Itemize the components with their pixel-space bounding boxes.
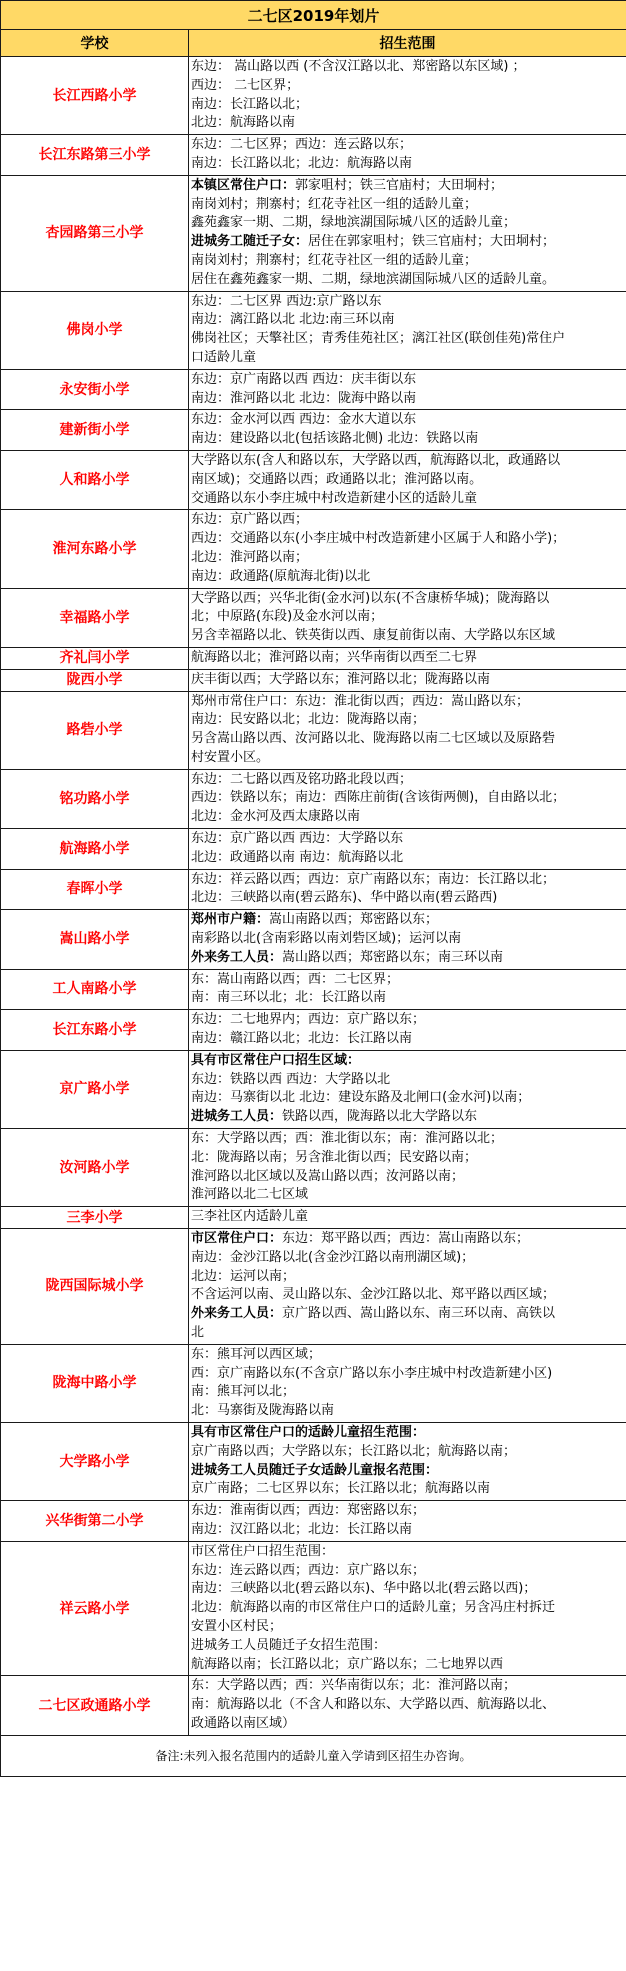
range-line-text: 大学路以西；兴华北街(金水河)以东(不含康桥华城)；陇海路以 <box>191 590 550 606</box>
range-line-text: 北边：航海路以南的市区常住户口的适龄儿童；另含冯庄村拆迁 <box>191 1600 556 1616</box>
range-line <box>191 1677 624 1696</box>
table-title: 二七区2019年划片 <box>1 1 626 30</box>
range-line-text: 佛岗社区；天擎社区；青秀佳苑社区；漓江社区(联创佳苑)常住户 <box>191 331 566 347</box>
range-line-text: 三李社区内适龄儿童 <box>191 1209 309 1225</box>
range-line-text: 东边：淮南街以西；西边：郑密路以东； <box>191 1503 426 1519</box>
table-row <box>1 647 626 669</box>
enrollment-range <box>189 647 626 669</box>
range-line-text: 北：陇海路以南；另含淮北街以西；民安路以南； <box>191 1149 478 1165</box>
school-name: 嵩山路小学 <box>1 910 189 969</box>
range-line <box>191 871 624 890</box>
range-line-text: 不含运河以南、灵山路以东、金沙江路以北、郑平路以西区域； <box>191 1287 556 1303</box>
range-line <box>191 1502 624 1521</box>
range-line <box>191 1030 624 1049</box>
range-line-text: 南岗刘村；荆寨村；红花寺社区一组的适龄儿童； <box>191 252 478 268</box>
range-line-text: 铁路以西，陇海路以北大学路以东 <box>282 1109 478 1125</box>
range-line <box>191 671 624 690</box>
range-line-text: 南岗刘村；荆寨村；红花寺社区一组的适龄儿童； <box>191 196 478 212</box>
range-line-text: 南边：马寨街以北 北边：建设东路及北闸口(金水河)以南； <box>191 1090 531 1106</box>
table-row <box>1 1501 626 1542</box>
range-line <box>191 196 624 215</box>
range-line <box>191 1011 624 1030</box>
range-line-text: 庆丰街以西；大学路以东；淮河路以北；陇海路以南 <box>191 671 491 687</box>
range-line <box>191 96 624 115</box>
table-row <box>1 910 626 969</box>
header-range: 招生范围 <box>189 30 626 57</box>
enrollment-range <box>189 410 626 451</box>
range-line <box>191 693 624 712</box>
enrollment-range <box>189 450 626 509</box>
table-row <box>1 869 626 910</box>
range-line-text: 北边：淮河路以南； <box>191 549 309 565</box>
range-line <box>191 471 624 490</box>
school-name: 二七区政通路小学 <box>1 1676 189 1735</box>
range-line <box>191 730 624 749</box>
range-line-text: 北边：航海路以南 <box>191 115 296 131</box>
table-row <box>1 669 626 691</box>
enrollment-range <box>189 829 626 870</box>
table-row <box>1 1229 626 1345</box>
range-line <box>191 233 624 252</box>
school-name: 幸福路小学 <box>1 588 189 647</box>
range-line <box>191 1402 624 1421</box>
school-name: 京广路小学 <box>1 1050 189 1128</box>
range-line <box>191 490 624 509</box>
range-line-bold-label: 外来务工人员： <box>191 949 283 965</box>
table-row <box>1 450 626 509</box>
enrollment-range <box>189 969 626 1010</box>
range-line <box>191 293 624 312</box>
school-name: 汝河路小学 <box>1 1129 189 1207</box>
range-line-text: 西：京广南路以东(不含京广路以东小李庄城中村改造新建小区) <box>191 1365 553 1381</box>
enrollment-range <box>189 910 626 969</box>
range-line <box>191 971 624 990</box>
range-line-text: 淮河路以北区域以及嵩山路以西；汝河路以南； <box>191 1168 465 1184</box>
range-line-text: 北边：三峡路以南(碧云路东)、华中路以南(碧云路西) <box>191 890 498 906</box>
range-line-text: 南边：汉江路以北；北边：长江路以南 <box>191 1521 413 1537</box>
range-line-text: 北边：运河以南； <box>191 1268 296 1284</box>
range-line <box>191 271 624 290</box>
range-line <box>191 627 624 646</box>
range-line-text: 航海路以南；长江路以北；京广路以东；二七地界以西 <box>191 1656 504 1672</box>
enrollment-range <box>189 1541 626 1676</box>
range-line-text: 东边： 嵩山路以西 (不含汉江路以北、郑密路以东区域) ； <box>191 59 526 74</box>
range-line-text: 居住在郭家咀村；铁三官庙村；大田垌村； <box>308 234 556 250</box>
range-line <box>191 590 624 609</box>
range-line-text: 淮河路以北二七区域 <box>191 1187 309 1203</box>
table-row <box>1 510 626 588</box>
range-line-text: 南边：长江路以北； <box>191 96 309 112</box>
range-line-text: 东边：二七区界 西边:京广路以东 <box>191 293 382 309</box>
range-line-bold-label: 市区常住户口： <box>191 1231 283 1247</box>
range-line <box>191 1543 624 1562</box>
enrollment-range <box>189 669 626 691</box>
school-name: 长江东路小学 <box>1 1010 189 1051</box>
range-line <box>191 1346 624 1365</box>
range-line <box>191 330 624 349</box>
table-row <box>1 1010 626 1051</box>
range-line <box>191 1305 624 1324</box>
range-line <box>191 77 624 96</box>
range-line <box>191 1324 624 1343</box>
range-line <box>191 114 624 133</box>
range-line-text: 嵩山路以西；郑密路以东；南三环以南 <box>282 949 504 965</box>
range-line <box>191 989 624 1008</box>
range-line <box>191 1696 624 1715</box>
range-line-text: 东边：京广南路以西 西边：庆丰街以东 <box>191 371 417 387</box>
range-line <box>191 1424 624 1443</box>
range-line-text: 另含幸福路以北、铁英街以西、康复前街以南、大学路以东区域 <box>191 628 556 644</box>
range-line-text: 安置小区村民； <box>191 1618 283 1634</box>
enrollment-range <box>189 1676 626 1735</box>
school-name: 三李小学 <box>1 1207 189 1229</box>
range-line-text: 政通路以南区域） <box>191 1715 296 1731</box>
range-line-bold-label: 本镇区常住户口： <box>191 177 296 193</box>
range-line <box>191 1168 624 1187</box>
range-line <box>191 1108 624 1127</box>
range-line-text: 航海路以北；淮河路以南；兴华南街以西至二七界 <box>191 649 478 665</box>
range-line <box>191 214 624 233</box>
school-name: 永安街小学 <box>1 369 189 410</box>
school-name: 人和路小学 <box>1 450 189 509</box>
range-line <box>191 930 624 949</box>
range-line <box>191 608 624 627</box>
range-line-text: 大学路以东(含人和路以东，大学路以西，航海路以北，政通路以 <box>191 452 561 468</box>
range-line-text: 西边： 二七区界； <box>191 77 300 93</box>
table-row <box>1 1541 626 1676</box>
range-line <box>191 1130 624 1149</box>
range-line <box>191 155 624 174</box>
range-line-text: 南边：长江路以北；北边：航海路以南 <box>191 155 413 171</box>
range-line <box>191 58 624 77</box>
range-line-text: 东边：金水河以西 西边：金水大道以东 <box>191 412 417 428</box>
range-line <box>191 911 624 930</box>
school-name: 铭功路小学 <box>1 769 189 828</box>
range-line <box>191 549 624 568</box>
range-line <box>191 1580 624 1599</box>
range-line <box>191 1186 624 1205</box>
range-line-bold-label: 具有市区常住户口的适龄儿童招生范围： <box>191 1424 426 1440</box>
enrollment-range <box>189 1010 626 1051</box>
table-row <box>1 1207 626 1229</box>
enrollment-range <box>189 57 626 135</box>
range-line <box>191 1365 624 1384</box>
range-line-bold-label: 外来务工人员： <box>191 1306 283 1322</box>
enrollment-range <box>189 369 626 410</box>
range-line-text: 南边：三峡路以北(碧云路以东)、华中路以北(碧云路以西)； <box>191 1581 537 1597</box>
range-line-bold-label: 郑州市户籍： <box>191 912 270 928</box>
range-line-text: 东：嵩山南路以西；西：二七区界； <box>191 971 400 987</box>
school-name: 陇西国际城小学 <box>1 1229 189 1345</box>
range-line-text: 南边：淮河路以北 北边：陇海中路以南 <box>191 390 417 406</box>
school-name: 齐礼闫小学 <box>1 647 189 669</box>
range-line <box>191 711 624 730</box>
range-line <box>191 1071 624 1090</box>
range-line-text: 南边：金沙江路以北(含金沙江路以南刑湖区域)； <box>191 1249 475 1265</box>
range-line <box>191 1521 624 1540</box>
range-line-text: 京广南路以西；大学路以东；长江路以北；航海路以南； <box>191 1443 517 1459</box>
school-name: 长江西路小学 <box>1 57 189 135</box>
school-name: 航海路小学 <box>1 829 189 870</box>
range-line-text: 南边：政通路(原航海北街)以北 <box>191 568 371 584</box>
range-line <box>191 371 624 390</box>
range-line-text: 南边：建设路以北(包括该路北侧) 北边：铁路以南 <box>191 431 479 447</box>
range-line <box>191 1443 624 1462</box>
range-line <box>191 1268 624 1287</box>
range-line <box>191 530 624 549</box>
range-line-text: 北；中原路(东段)及金水河以南； <box>191 609 384 625</box>
table-row <box>1 57 626 135</box>
header-school: 学校 <box>1 30 189 57</box>
range-line-text: 北：马寨街及陇海路以南 <box>191 1403 335 1419</box>
range-line <box>191 1230 624 1249</box>
range-line-text: 东：熊耳河以西区域； <box>191 1346 322 1362</box>
table-row <box>1 1050 626 1128</box>
school-name: 大学路小学 <box>1 1422 189 1500</box>
school-name: 杏园路第三小学 <box>1 175 189 291</box>
range-line-text: 东边：二七地界内；西边：京广路以东； <box>191 1012 426 1028</box>
range-line-bold-label: 进城务工人员随迁子女适龄儿童报名范围： <box>191 1462 439 1478</box>
table-row <box>1 588 626 647</box>
enrollment-range <box>189 1129 626 1207</box>
range-line <box>191 511 624 530</box>
range-line-text: 居住在鑫苑鑫家一期、二期，绿地滨湖国际城八区的适龄儿童。 <box>191 271 556 287</box>
range-line <box>191 1052 624 1071</box>
range-line <box>191 1249 624 1268</box>
enrollment-range <box>189 510 626 588</box>
table-row <box>1 691 626 769</box>
enrollment-range <box>189 869 626 910</box>
range-line-text: 南：南三环以北；北：长江路以南 <box>191 990 387 1006</box>
table-row <box>1 769 626 828</box>
range-line <box>191 136 624 155</box>
range-line <box>191 649 624 668</box>
range-line-text: 北边：政通路以南 南边：航海路以北 <box>191 849 404 865</box>
range-line-text: 西边：铁路以东；南边：西陈庄前街(含该街两侧)，自由路以北； <box>191 790 566 806</box>
school-name: 长江东路第三小学 <box>1 135 189 176</box>
range-line <box>191 568 624 587</box>
range-line-text: 南边：漓江路以北 北边:南三环以南 <box>191 312 395 328</box>
range-line <box>191 1562 624 1581</box>
range-line-text: 嵩山南路以西；郑密路以东； <box>269 912 439 928</box>
range-line-text: 东：大学路以西；西：淮北街以东；南：淮河路以北； <box>191 1131 504 1147</box>
range-line-text: 北边：金水河及西太康路以南 <box>191 809 361 825</box>
enrollment-range <box>189 1501 626 1542</box>
range-line-text: 南：熊耳河以北； <box>191 1384 296 1400</box>
range-line-text: 南：航海路以北（不含人和路以东、大学路以西、航海路以北、 <box>191 1697 556 1713</box>
table-row <box>1 1344 626 1422</box>
table-row <box>1 829 626 870</box>
range-line <box>191 1462 624 1481</box>
range-line <box>191 749 624 768</box>
range-line <box>191 452 624 471</box>
school-name: 陇海中路小学 <box>1 1344 189 1422</box>
range-line-text: 南边：赣江路以北；北边：长江路以南 <box>191 1031 413 1047</box>
range-line <box>191 889 624 908</box>
range-line <box>191 430 624 449</box>
range-line <box>191 1286 624 1305</box>
range-line <box>191 771 624 790</box>
range-line-text: 东边：二七区界；西边：连云路以东； <box>191 137 413 153</box>
range-line-text: 另含嵩山路以西、汝河路以北、陇海路以南二七区域以及原路砦 <box>191 731 556 747</box>
range-line <box>191 1599 624 1618</box>
range-line-text: 鑫苑鑫家一期、二期，绿地滨湖国际城八区的适龄儿童； <box>191 215 517 231</box>
range-line-text: 南区域)；交通路以西；政通路以北；淮河路以南。 <box>191 471 483 487</box>
enrollment-range <box>189 1229 626 1345</box>
range-line <box>191 177 624 196</box>
header-row <box>1 30 626 57</box>
range-line-text: 市区常住户口招生范围： <box>191 1543 335 1559</box>
range-line <box>191 252 624 271</box>
range-line <box>191 1656 624 1675</box>
table-row <box>1 1422 626 1500</box>
table-row <box>1 969 626 1010</box>
range-line-text: 村安置小区。 <box>191 749 270 765</box>
range-line <box>191 789 624 808</box>
range-line <box>191 390 624 409</box>
range-line-text: 南边：民安路以北；北边：陇海路以南； <box>191 712 426 728</box>
range-line <box>191 849 624 868</box>
enrollment-range <box>189 1207 626 1229</box>
range-line <box>191 1383 624 1402</box>
enrollment-range <box>189 691 626 769</box>
range-line-text: 东边：铁路以西 西边：大学路以北 <box>191 1071 391 1087</box>
range-line <box>191 349 624 368</box>
range-line <box>191 1637 624 1656</box>
table-row <box>1 291 626 369</box>
enrollment-range <box>189 1344 626 1422</box>
range-line-text: 郭家咀村；铁三官庙村；大田垌村； <box>295 177 504 193</box>
range-line <box>191 808 624 827</box>
enrollment-range <box>189 769 626 828</box>
range-line-text: 北 <box>191 1325 205 1340</box>
range-line <box>191 311 624 330</box>
range-line-text: 东边：祥云路以西；西边：京广南路以东；南边：长江路以北； <box>191 871 556 887</box>
range-line-text: 南彩路以北(含南彩路以南刘砦区域)；运河以南 <box>191 931 462 947</box>
range-line <box>191 411 624 430</box>
range-line-text: 郑州市常住户口：东边：淮北街以西；西边：嵩山路以东； <box>191 693 530 709</box>
range-line-text: 交通路以东小李庄城中村改造新建小区的适龄儿童 <box>191 490 478 506</box>
range-line-text: 京广路以西、嵩山路以东、南三环以南、高铁以 <box>282 1306 556 1322</box>
note-row <box>1 1735 626 1776</box>
range-line <box>191 1208 624 1227</box>
range-line <box>191 1715 624 1734</box>
range-line <box>191 949 624 968</box>
enrollment-range <box>189 135 626 176</box>
range-line <box>191 1149 624 1168</box>
table-body <box>1 57 626 1736</box>
enrollment-range <box>189 1050 626 1128</box>
footnote: 备注:未列入报名范围内的适龄儿童入学请到区招生办咨询。 <box>1 1735 626 1776</box>
school-name: 祥云路小学 <box>1 1541 189 1676</box>
table-row <box>1 369 626 410</box>
range-line-text: 东边：二七路以西及铭功路北段以西； <box>191 771 413 787</box>
school-name: 兴华街第二小学 <box>1 1501 189 1542</box>
table-row <box>1 1676 626 1735</box>
table-row <box>1 135 626 176</box>
range-line <box>191 1618 624 1637</box>
school-name: 工人南路小学 <box>1 969 189 1010</box>
enrollment-range <box>189 291 626 369</box>
range-line-text: 东边：连云路以西；西边：京广路以东； <box>191 1562 426 1578</box>
range-line-text: 京广南路；二七区界以东；长江路以北；航海路以南 <box>191 1481 491 1497</box>
range-line-bold-label: 具有市区常住户口招生区域： <box>191 1052 361 1068</box>
range-line-text: 西边：交通路以东(小李庄城中村改造新建小区属于人和路小学)； <box>191 531 566 547</box>
range-line-bold-label: 进城务工随迁子女： <box>191 234 309 250</box>
table-row <box>1 175 626 291</box>
table-row <box>1 1129 626 1207</box>
range-line <box>191 1089 624 1108</box>
range-line-text: 东：大学路以西；西：兴华南街以东；北：淮河路以南； <box>191 1678 517 1694</box>
school-name: 建新街小学 <box>1 410 189 451</box>
enrollment-range <box>189 588 626 647</box>
range-line-text: 东边：郑平路以西；西边：嵩山南路以东； <box>282 1231 530 1247</box>
school-name: 路砦小学 <box>1 691 189 769</box>
title-row <box>1 1 626 30</box>
range-line-text: 东边：京广路以西； <box>191 512 309 528</box>
school-name: 陇西小学 <box>1 669 189 691</box>
enrollment-range <box>189 1422 626 1500</box>
school-name: 淮河东路小学 <box>1 510 189 588</box>
range-line <box>191 1480 624 1499</box>
school-name: 佛岗小学 <box>1 291 189 369</box>
school-name: 春晖小学 <box>1 869 189 910</box>
range-line <box>191 830 624 849</box>
enrollment-range <box>189 175 626 291</box>
range-line-bold-label: 进城务工人员： <box>191 1109 283 1125</box>
range-line-text: 进城务工人员随迁子女招生范围： <box>191 1637 387 1653</box>
range-line-text: 东边：京广路以西 西边：大学路以东 <box>191 831 404 847</box>
table-row <box>1 410 626 451</box>
range-line-text: 口适龄儿童 <box>191 349 257 365</box>
